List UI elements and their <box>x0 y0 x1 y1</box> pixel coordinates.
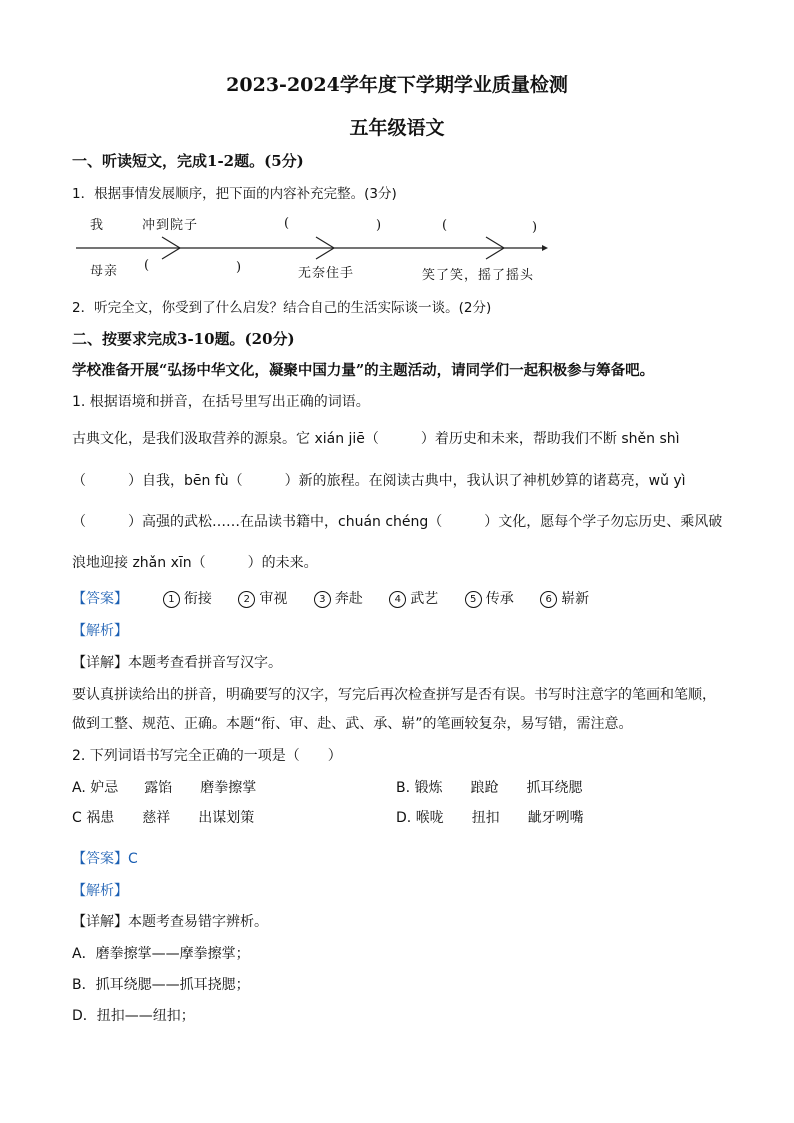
diagram-top-blank-open: ( <box>284 216 291 231</box>
diagram-top-rush: 冲到院子 <box>142 218 199 233</box>
correction-b: B．抓耳绕腮——抓耳挠腮； <box>72 977 250 993</box>
analysis-2-label: 【解析】 <box>72 883 128 899</box>
passage-line-3: （ ）高强的武松……在品读书籍中，chuán chéng（ ）文化，愿每个学子勿忘历史、乘风破 <box>72 514 723 530</box>
option-a: A. 妒忌 露馅 磨拳擦掌 <box>72 780 257 796</box>
answer-item-5: 5 传承 <box>465 591 514 607</box>
section2-heading: 二、按要求完成3-10题。(20分) <box>72 330 295 348</box>
explain-line-2: 做到工整、规范、正确。本题“衔、审、赴、武、承、崭”的笔画较复杂，易写错，需注意。 <box>72 716 633 732</box>
option-c: C 祸患 慈祥 出谋划策 <box>72 810 255 826</box>
answer-item-1: 1 衔接 <box>163 591 212 607</box>
question-1-prompt: 1. 根据语境和拼音，在括号里写出正确的词语。 <box>72 394 370 410</box>
section1-question-1: 1．根据事情发展顺序，把下面的内容补充完整。(3分) <box>72 186 397 202</box>
explain-line-1: 要认真拼读给出的拼音，明确要写的汉字，写完后再次检查拼写是否有误。书写时注意字的笔画和笔顺， <box>72 687 716 703</box>
diagram-bottom-blank-close: ) <box>236 260 243 275</box>
section2-intro: 学校准备开展“弘扬中华文化，凝聚中国力量”的主题活动，请同学们一起积极参与筹备吧。 <box>72 362 655 379</box>
correction-a: A．磨拳擦掌——摩拳擦掌； <box>72 946 250 962</box>
diagram-top-me: 我 <box>90 218 105 233</box>
passage-line-2: （ ）自我，bēn fù（ ）新的旅程。在阅读古典中，我认识了神机妙算的诸葛亮，wǔ yì <box>72 473 686 489</box>
analysis-label: 【解析】 <box>72 623 128 639</box>
passage-line-1: 古典文化，是我们汲取营养的源泉。它 xián jiē（ ）着历史和未来，帮助我们不断 shěn shì <box>72 431 680 447</box>
section1-heading: 一、听读短文，完成1-2题。(5分) <box>72 152 304 170</box>
answer-item-4: 4 武艺 <box>389 591 438 607</box>
answer-item-2: 2 审视 <box>238 591 287 607</box>
answer-label: 【答案】 <box>72 591 128 607</box>
section1-question-2: 2．听完全文，你受到了什么启发？结合自己的生活实际谈一谈。(2分) <box>72 300 492 316</box>
option-d: D. 喉咙 扭扣 龇牙咧嘴 <box>396 810 584 826</box>
diagram-bottom-blank-open: ( <box>144 258 151 273</box>
diagram-bottom-mother: 母亲 <box>90 264 119 279</box>
diagram-bottom-helpless: 无奈住手 <box>298 266 355 281</box>
answer-item-3: 3 奔赴 <box>314 591 363 607</box>
diagram-bottom-smile: 笑了笑，摇了摇头 <box>422 268 535 283</box>
diagram-top-blank2-close: ) <box>532 220 539 235</box>
question-2-prompt: 2. 下列词语书写完全正确的一项是（ ） <box>72 748 342 764</box>
detail-2-line: 【详解】本题考查易错字辨析。 <box>72 914 268 930</box>
answer-row <box>72 588 611 608</box>
page-title: 2023-2024学年度下学期学业质量检测 <box>226 74 568 96</box>
option-b: B. 锻炼 踉跄 抓耳绕腮 <box>396 780 583 796</box>
passage-line-4: 浪地迎接 zhǎn xīn（ ）的未来。 <box>72 555 318 571</box>
diagram-top-blank-close: ) <box>376 218 383 233</box>
sequence-diagram <box>72 208 552 284</box>
answer-item-6: 6 崭新 <box>540 591 589 607</box>
diagram-top-blank2-open: ( <box>442 218 449 233</box>
correction-d: D．扭扣——纽扣； <box>72 1008 195 1024</box>
detail-line: 【详解】本题考查看拼音写汉字。 <box>72 655 282 671</box>
page-subtitle: 五年级语文 <box>349 117 445 139</box>
answer-2: 【答案】C <box>72 851 138 867</box>
